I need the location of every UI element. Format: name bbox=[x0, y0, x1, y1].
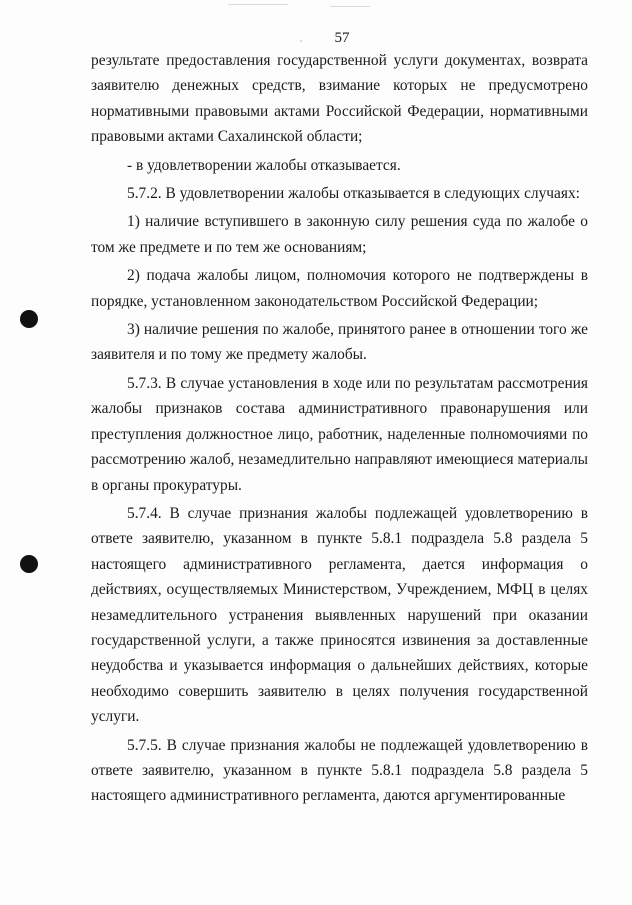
page-number: 57 bbox=[334, 30, 350, 46]
paragraph: 3) наличие решения по жалобе, принятого ранее в отношении того же заявителя и по тому же предмету жалобы. bbox=[91, 321, 588, 364]
binder-hole bbox=[20, 555, 38, 573]
document-body bbox=[91, 48, 588, 812]
paragraph: 5.7.5. В случае признания жалобы не подлежащей удовлетворению в ответе заявителю, указанном в пункте 5.8.1 подраздела 5.8 раздела 5 настоящего административного регламента, даются аргументированные bbox=[91, 736, 588, 805]
paragraph: 5.7.4. В случае признания жалобы подлежащей удовлетворению в ответе заявителю, указанном в пункте 5.8.1 подраздела 5.8 раздела 5 настоящего административного регламента, дается информация о действиях, осуществляемых Министерством, Учреждением, МФЦ в целях незамедлительного устранения выявленных нарушений при оказании государственной услуги, а также приносятся извинения за доставленные неудобства и указывается информация о дальнейших действиях, которые необходимо совершить заявителю в целях получения государственной услуги. bbox=[91, 504, 588, 726]
paragraph: результате предоставления государственной услуги документах, возврата заявителю денежных средств, взимание которых не предусмотрено нормативными правовыми актами Российской Федерации, нормативными правовыми актами Сахалинской области; bbox=[91, 52, 588, 146]
paragraph: 1) наличие вступившего в законную силу решения суда по жалобе о том же предмете и по тем же основаниям; bbox=[91, 213, 588, 256]
scan-artifact bbox=[330, 6, 370, 7]
binder-hole bbox=[20, 310, 38, 328]
paragraph: - в удовлетворении жалобы отказывается. bbox=[127, 156, 401, 174]
paragraph: 5.7.2. В удовлетворении жалобы отказывается в следующих случаях: bbox=[127, 185, 580, 203]
scan-artifact bbox=[228, 4, 288, 5]
paragraph: 2) подача жалобы лицом, полномочия которого не подтверждены в порядке, установленном законодательством Российской Федерации; bbox=[91, 267, 588, 310]
paragraph: 5.7.3. В случае установления в ходе или по результатам рассмотрения жалобы признаков состава административного правонарушения или преступления должностное лицо, работник, наделенные полномочиями по рассмотрению жалоб, незамедлительно направляют имеющиеся материалы в органы прокуратуры. bbox=[91, 374, 588, 494]
